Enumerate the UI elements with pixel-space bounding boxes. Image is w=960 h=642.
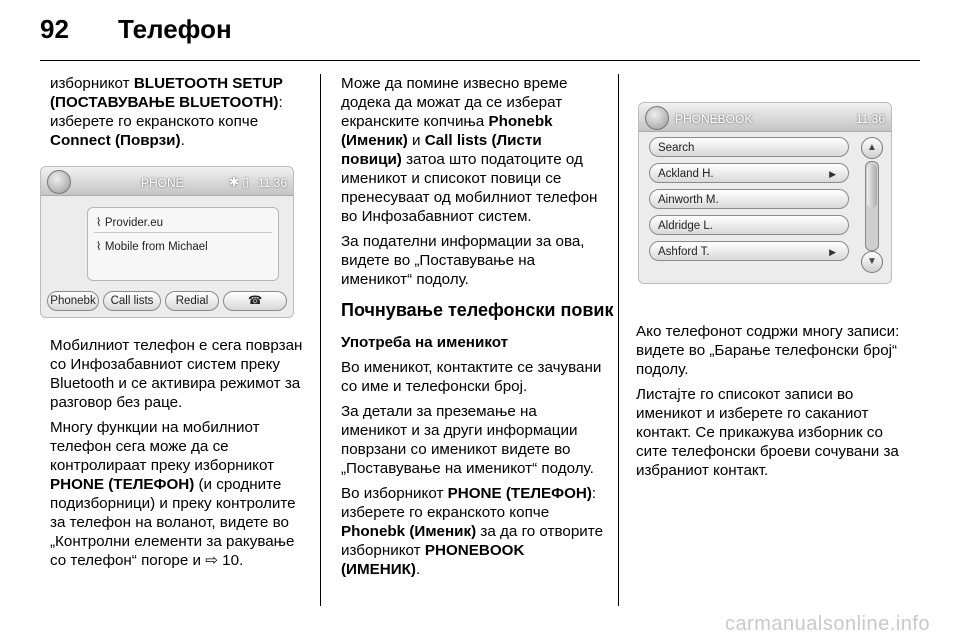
header-rule [40,60,920,61]
text: Многу функции на мобилниот телефон сега може да се контролираат преку изборникот [50,419,275,474]
button-name: Call lists (Листи повици) [341,132,542,168]
text: : изберете го екранското копче [50,94,283,130]
scroll-down-icon[interactable]: ▼ [861,251,883,273]
column-divider-2 [618,74,619,606]
paragraph: Во имeникот, контактите се зачувани со име и телефонски број. [341,359,602,395]
contact-name: Aldridge L. [658,220,713,232]
phone-screen-image [40,166,294,318]
contact-row[interactable] [649,241,849,261]
paragraph [341,484,603,579]
contact-name: Ashford T. [658,246,710,258]
phonebook-screen-titlebar [639,103,891,132]
menu-name: PHONEBOOK (ИМЕНИК) [341,542,525,578]
text: . [180,132,185,149]
button-name: Phonebk (Именик) [341,523,477,540]
phone-screen-clock: 11:36 [257,176,287,190]
phonebook-screen-clock: 11:36 [855,112,885,126]
handset-icon: ☎ [247,295,263,307]
phonebook-screen-title: PHONEBOOK [675,112,753,126]
paragraph [50,418,308,570]
text: Во изборникот [341,485,448,502]
paragraph: За подателни информации за ова, видете во „Поставување на именикот“ подолу. [341,233,585,288]
paragraph: Ако телефонот содржи многу записи: видете во „Барање телефонски број“ подолу. [636,323,900,378]
globe-icon [47,170,71,194]
contact-name: Ainworth M. [658,194,719,206]
phonebook-screen-image [638,102,892,284]
column-2 [341,74,614,585]
text: (и сродните подизборници) и преку контролите за телефон на воланот, видете во „Контролни елементи за ракување со телефон“ погоре и [50,476,296,569]
menu-name: PHONE (ТЕЛЕФОН) [50,476,195,493]
column-3 [636,74,908,486]
watermark: carmanualsonline.info [724,613,930,635]
scrollbar[interactable] [861,137,883,277]
scroll-thumb[interactable] [867,164,877,208]
arrow-right-icon: ▶ [829,169,836,179]
page-ref-icon: ⇨ [205,552,223,569]
phonebk-button[interactable]: Phonebk [47,291,99,311]
paragraph: Листајте го списокот записи во имeникот и изберете го саканиот контакт. Се прикажува изборник со сите телефонски броеви сочувани за избраниот контакт. [636,386,899,479]
contact-row[interactable] [649,215,849,235]
phone-screen-title: PHONE [141,176,184,190]
paragraph [341,74,603,226]
divider [94,232,272,233]
menu-name: BLUETOOTH SETUP (ПОСТАВУВАЊЕ BLUETOOTH) [50,75,283,111]
hang-up-button[interactable] [223,291,287,311]
page-reference: 10. [222,552,244,569]
scroll-up-icon[interactable]: ▲ [861,137,883,159]
contact-name: Ackland H. [658,168,714,180]
bluetooth-signal-icon: ✱ ▯ [229,175,249,189]
page-number: 92 [40,14,69,44]
entry-mobile: ⌇ Mobile from Michael [96,241,208,253]
text: затоа што податоците од имeникот и списокот повици се пренесуваат од мобилниот телефон во Инфозабавниот систем. [341,151,598,225]
redial-button[interactable]: Redial [165,291,219,311]
search-button[interactable]: Search [649,137,849,157]
text: Може да помине извесно време додека да можат да се изберат екранските копчиња [341,75,568,130]
paragraph [50,74,308,150]
contact-row[interactable] [649,163,849,183]
button-name: Phonebk (Именик) [341,113,553,149]
column-divider-1 [320,74,321,606]
scroll-track[interactable] [865,161,879,251]
text: : изберете го екранското копче [341,485,597,521]
paragraph: За детали за преземање на имeникот и за други информации поврзани со имeникот видете во „Поставување на имeникот“ подолу. [341,403,594,477]
button-name: Connect (Поврзи) [50,132,181,149]
text: и [407,132,425,149]
call-lists-button[interactable]: Call lists [103,291,161,311]
contact-row[interactable] [649,189,849,209]
text: за да го отворите изборникот [341,523,604,559]
subsection-heading: Употреба на имeникот [341,334,509,351]
section-heading: Почнување телефонски повик [341,300,614,320]
paragraph: Мобилниот телефон е сега поврзан со Инфозабавниот систем преку Bluetooth и се активира режимот за разговор без раце. [50,337,303,411]
globe-icon [645,106,669,130]
column-1 [50,74,308,576]
entry-provider: ⌇ Provider.eu [96,217,163,229]
menu-name: PHONE (ТЕЛЕФОН) [447,485,592,502]
arrow-right-icon: ▶ [829,247,836,257]
text: изборникот [50,75,134,92]
entry-label: Mobile from Michael [104,241,208,253]
entry-label: Provider.eu [104,217,163,229]
call-entries-panel [87,207,279,281]
text: . [415,561,421,578]
chapter-title: Телефон [118,14,232,44]
phone-screen-titlebar [41,167,293,196]
